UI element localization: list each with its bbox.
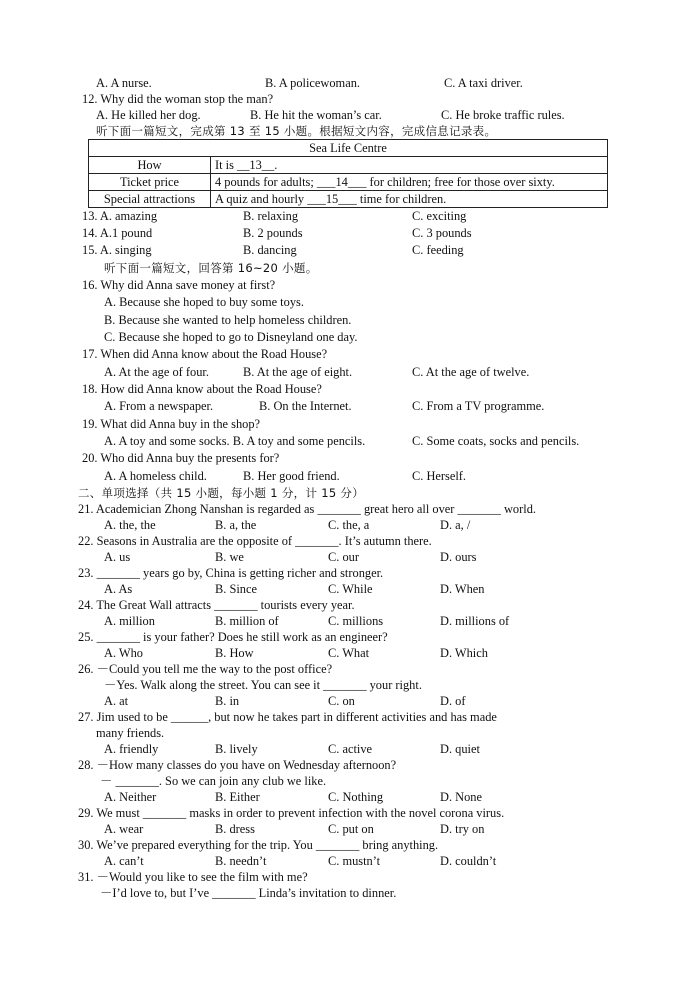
- q12-option-c: C. He broke traffic rules.: [441, 108, 565, 122]
- q12-option-b: B. He hit the woman’s car.: [250, 108, 382, 122]
- question-12: 12. Why did the woman stop the man?: [82, 92, 274, 106]
- q18-option-b: B. On the Internet.: [259, 399, 352, 413]
- q25-option-a: A. Who: [104, 646, 144, 660]
- q24-option-c: C. millions: [328, 614, 384, 628]
- question-24: 24. The Great Wall attracts _______ tourists every year.: [78, 598, 355, 612]
- question-13: 13. A. amazing: [82, 209, 158, 223]
- q18-option-c: C. From a TV programme.: [412, 399, 545, 413]
- question-28: 28. －How many classes do you have on Wednesday afternoon?: [78, 758, 397, 772]
- q19-option-c: C. Some coats, socks and pencils.: [412, 434, 580, 448]
- question-21: 21. Academician Zhong Nanshan is regarded as _______ great hero all over _______ world.: [78, 502, 536, 516]
- question-26: 26. －Could you tell me the way to the post office?: [78, 662, 333, 676]
- question-14: 14. A.1 pound: [82, 226, 153, 240]
- q15-option-c: C. feeding: [412, 243, 464, 257]
- question-15: 15. A. singing: [82, 243, 152, 257]
- question-17: 17. When did Anna know about the Road House?: [82, 347, 328, 361]
- q30-option-a: A. can’t: [104, 854, 144, 868]
- question-29: 29. We must _______ masks in order to prevent infection with the novel corona virus.: [78, 806, 505, 820]
- q23-option-a: A. As: [104, 582, 133, 596]
- q17-option-a: A. At the age of four.: [104, 365, 209, 379]
- q16-option-a: A. Because she hoped to buy some toys.: [104, 295, 304, 309]
- sea-life-info-table: [88, 139, 608, 208]
- q24-option-b: B. million of: [215, 614, 279, 628]
- q30-option-d: D. couldn’t: [440, 854, 497, 868]
- table-row-value: A quiz and hourly ___15___ time for children.: [211, 191, 608, 208]
- section-2-heading: 二、单项选择（共 15 小题，每小题 1 分，计 15 分）: [78, 486, 365, 500]
- q16-option-c: C. Because she hoped to go to Disneyland one day.: [104, 330, 358, 344]
- q20-option-b: B. Her good friend.: [243, 469, 340, 483]
- table-row-value: It is __13__.: [211, 157, 608, 174]
- question-16: 16. Why did Anna save money at first?: [82, 278, 276, 292]
- q29-option-c: C. put on: [328, 822, 374, 836]
- section-16-20-instruction: 听下面一篇短文，回答第 16~20 小题。: [104, 261, 318, 275]
- question-31-line-2: －I’d love to, but I’ve _______ Linda’s invitation to dinner.: [100, 886, 397, 900]
- q18-option-a: A. From a newspaper.: [104, 399, 214, 413]
- q17-option-b: B. At the age of eight.: [243, 365, 353, 379]
- q11-option-c: C. A taxi driver.: [444, 76, 523, 90]
- q22-option-a: A. us: [104, 550, 131, 564]
- question-27: 27. Jim used to be ______, but now he takes part in different activities and has made: [78, 710, 497, 724]
- q22-option-d: D. ours: [440, 550, 477, 564]
- q28-option-b: B. Either: [215, 790, 260, 804]
- q24-option-a: A. million: [104, 614, 155, 628]
- question-27-line-2: many friends.: [96, 726, 165, 740]
- q23-option-b: B. Since: [215, 582, 257, 596]
- q29-option-d: D. try on: [440, 822, 485, 836]
- q11-option-a: A. A nurse.: [96, 76, 152, 90]
- table-row-label: Special attractions: [89, 191, 211, 208]
- q27-option-c: C. active: [328, 742, 373, 756]
- question-31: 31. －Would you like to see the film with me?: [78, 870, 308, 884]
- q13-option-c: C. exciting: [412, 209, 467, 223]
- q25-option-d: D. Which: [440, 646, 488, 660]
- q21-option-a: A. the, the: [104, 518, 156, 532]
- q14-option-b: B. 2 pounds: [243, 226, 303, 240]
- q30-option-b: B. needn’t: [215, 854, 267, 868]
- table-row-value: 4 pounds for adults; ___14___ for children; free for those over sixty.: [211, 174, 608, 191]
- question-22: 22. Seasons in Australia are the opposite of _______. It’s autumn there.: [78, 534, 432, 548]
- q12-option-a: A. He killed her dog.: [96, 108, 201, 122]
- q15-option-b: B. dancing: [243, 243, 297, 257]
- table-row: [89, 191, 608, 208]
- question-28-line-2: － _______. So we can join any club we like.: [100, 774, 327, 788]
- q29-option-a: A. wear: [104, 822, 144, 836]
- q20-option-a: A. A homeless child.: [104, 469, 207, 483]
- q20-option-c: C. Herself.: [412, 469, 467, 483]
- question-26-line-2: －Yes. Walk along the street. You can see it _______ your right.: [104, 678, 422, 692]
- q16-option-b: B. Because she wanted to help homeless children.: [104, 313, 352, 327]
- q27-option-a: A. friendly: [104, 742, 159, 756]
- q21-option-d: D. a, /: [440, 518, 471, 532]
- q22-option-b: B. we: [215, 550, 244, 564]
- q25-option-b: B. How: [215, 646, 254, 660]
- q24-option-d: D. millions of: [440, 614, 510, 628]
- q26-option-d: D. of: [440, 694, 466, 708]
- q28-option-a: A. Neither: [104, 790, 157, 804]
- section-13-15-instruction: 听下面一篇短文，完成第 13 至 15 小题。根据短文内容，完成信息记录表。: [96, 124, 497, 138]
- table-row-label: How: [89, 157, 211, 174]
- q28-option-c: C. Nothing: [328, 790, 384, 804]
- q25-option-c: C. What: [328, 646, 370, 660]
- q19-option-ab: A. A toy and some socks. B. A toy and some pencils.: [104, 434, 366, 448]
- q28-option-d: D. None: [440, 790, 482, 804]
- question-30: 30. We’ve prepared everything for the trip. You _______ bring anything.: [78, 838, 439, 852]
- q23-option-d: D. When: [440, 582, 485, 596]
- question-18: 18. How did Anna know about the Road House?: [82, 382, 322, 396]
- question-19: 19. What did Anna buy in the shop?: [82, 417, 261, 431]
- q17-option-c: C. At the age of twelve.: [412, 365, 530, 379]
- q27-option-d: D. quiet: [440, 742, 480, 756]
- q26-option-a: A. at: [104, 694, 129, 708]
- table-title: Sea Life Centre: [89, 140, 608, 157]
- table-row: [89, 157, 608, 174]
- table-row-label: Ticket price: [89, 174, 211, 191]
- q30-option-c: C. mustn’t: [328, 854, 381, 868]
- q11-option-b: B. A policewoman.: [265, 76, 360, 90]
- q22-option-c: C. our: [328, 550, 359, 564]
- q21-option-c: C. the, a: [328, 518, 370, 532]
- table-title-row: [89, 140, 608, 157]
- question-23: 23. _______ years go by, China is getting richer and stronger.: [78, 566, 384, 580]
- q27-option-b: B. lively: [215, 742, 258, 756]
- q26-option-b: B. in: [215, 694, 240, 708]
- question-25: 25. _______ is your father? Does he still work as an engineer?: [78, 630, 388, 644]
- q29-option-b: B. dress: [215, 822, 255, 836]
- q26-option-c: C. on: [328, 694, 355, 708]
- q23-option-c: C. While: [328, 582, 373, 596]
- q21-option-b: B. a, the: [215, 518, 257, 532]
- q13-option-b: B. relaxing: [243, 209, 299, 223]
- table-row: [89, 174, 608, 191]
- q14-option-c: C. 3 pounds: [412, 226, 472, 240]
- question-20: 20. Who did Anna buy the presents for?: [82, 451, 280, 465]
